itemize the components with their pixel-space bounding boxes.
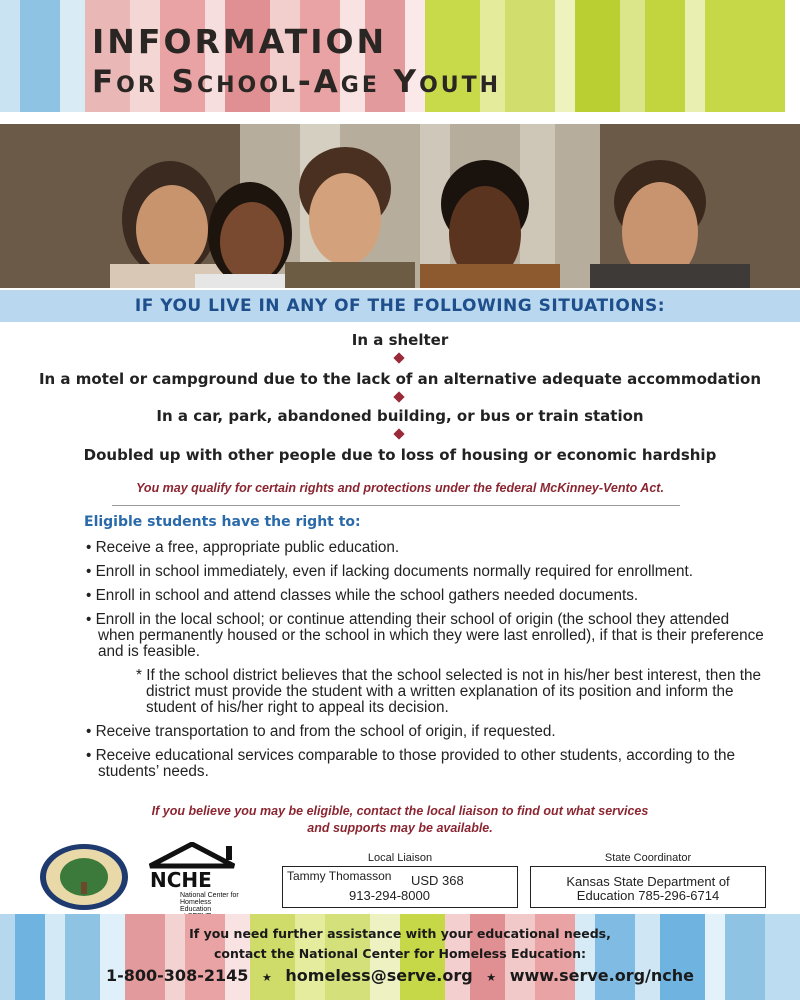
- list-item: • Enroll in the local school; or continue attending their school of origin (the school they attended when permanently housed or the school in which they were last enrolled), if that is their preference and is feasible.: [86, 611, 764, 660]
- nche-sub-1: National Center for: [180, 892, 239, 899]
- footer-line-1: If you need further assistance with your educational needs,: [189, 926, 611, 941]
- list-item: • Enroll in school and attend classes while the school gathers needed documents.: [86, 587, 639, 604]
- students-photo: [0, 124, 800, 288]
- liaison-name: Tammy Thomasson: [287, 869, 392, 883]
- liaison-phone: 913-294-8000: [349, 888, 430, 903]
- nche-wordmark: NCHE: [150, 868, 212, 892]
- star-icon: ★: [261, 971, 272, 984]
- footer-phone[interactable]: 1-800-308-2145: [105, 966, 249, 985]
- nche-logo: [148, 842, 244, 914]
- list-item: • Receive a free, appropriate public education.: [86, 539, 400, 556]
- situation-item: In a motel or campground due to the lack of an alternative adequate accommodation: [38, 370, 762, 388]
- rights-heading: Eligible students have the right to:: [84, 514, 361, 530]
- local-liaison-box: [282, 866, 518, 908]
- diamond-icon: [393, 352, 404, 363]
- contact-note-line-2: and supports may be available.: [307, 821, 493, 835]
- rights-list: [86, 540, 766, 788]
- nche-sub-2: Homeless Education: [180, 899, 212, 913]
- diamond-icon: [393, 391, 404, 402]
- footer-website-link[interactable]: www.serve.org/nche: [509, 966, 695, 985]
- diamond-icon: [393, 428, 404, 439]
- situations-heading: IF YOU LIVE IN ANY OF THE FOLLOWING SITUATIONS:: [0, 290, 800, 322]
- title-line-1: INFORMATION: [92, 22, 388, 61]
- contact-note: [0, 803, 800, 837]
- local-liaison-label: Local Liaison: [367, 852, 433, 864]
- situation-item: In a shelter: [351, 331, 449, 349]
- contact-note-line-1: If you believe you may be eligible, contact the local liaison to find out what services: [151, 804, 649, 818]
- coordinator-line-1: Kansas State Department of: [566, 874, 730, 889]
- divider: [112, 505, 680, 506]
- list-subitem: * If the school district believes that the school selected is not in his/her best interest, then the district must provide the student with a written explanation of its position and inform the student of his/her right to appeal its decision.: [136, 667, 761, 716]
- star-icon: ★: [486, 971, 497, 984]
- liaison-district: USD 368: [411, 873, 464, 888]
- list-item: • Receive educational services comparable to those provided to other students, according to the students’ needs.: [86, 747, 736, 780]
- situation-item: Doubled up with other people due to loss of housing or economic hardship: [83, 446, 717, 464]
- footer-line-2: contact the National Center for Homeless Education:: [213, 946, 587, 961]
- state-coordinator-box: [530, 866, 766, 908]
- doe-seal-logo: [36, 842, 132, 912]
- page-title: [92, 22, 501, 102]
- list-item: • Enroll in school immediately, even if lacking documents normally required for enrollment.: [86, 563, 694, 580]
- qualify-note: You may qualify for certain rights and protections under the federal McKinney-Vento Act.: [136, 481, 664, 495]
- title-line-2: For School-Age Youth: [92, 64, 502, 100]
- footer-contacts: [0, 966, 800, 985]
- list-item: • Receive transportation to and from the school of origin, if requested.: [86, 723, 556, 740]
- situation-item: In a car, park, abandoned building, or bus or train station: [156, 407, 644, 425]
- footer-email-link[interactable]: homeless@serve.org: [285, 966, 473, 985]
- coordinator-line-2: Education 785-296-6714: [576, 888, 720, 903]
- state-coordinator-label: State Coordinator: [604, 852, 692, 864]
